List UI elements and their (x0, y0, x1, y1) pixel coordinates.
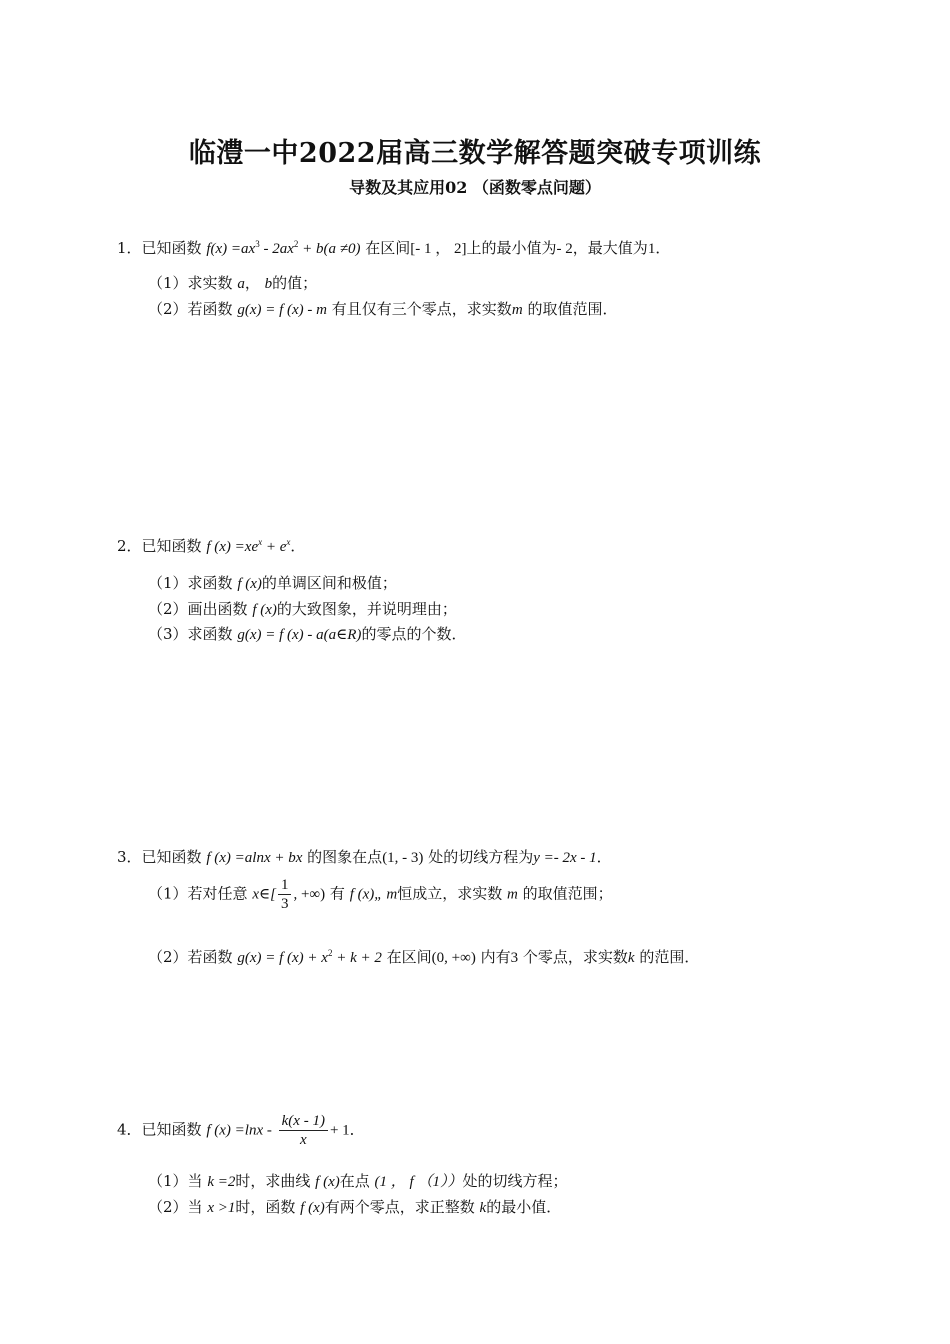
problem-2-part-2: （2）画出函数 f (x)的大致图象，并说明理由； (148, 600, 457, 618)
problem-2-part-3: （3）求函数 g(x) = f (x) - a(a∈R)的零点的个数． (148, 625, 467, 643)
problem-3-part-2: （2）若函数 g(x) = f $(x) + x^2 + k + 2$ 在区间(0, +∞) 内有3 个零点，求实数k 的范围． (148, 948, 700, 966)
fraction-one-third: $\frac{1}{3}$ (278, 876, 292, 913)
problem-2-part-1: （1）求函数 f (x)的单调区间和极值； (148, 574, 397, 592)
problem-4-stem: 4．已知函数 f (x) =lnx - $\frac{k(x - 1)}{x}$ + 1． (117, 1113, 365, 1148)
problem-2-stem: 2．已知函数 f $(x) =xe^x + e^x$． (117, 537, 306, 555)
problem-4-part-1: （1）当 k =2时，求曲线 f (x)在点 (1 ， f （1））处的切线方程； (148, 1172, 568, 1190)
problem-3-stem: 3．已知函数 f (x) =alnx + bx 的图象在点(1, - 3) 处的切线方程为y =- 2x - 1． (117, 848, 612, 866)
problem-4-part-2: （2）当 x >1时，函数 f (x)有两个零点，求正整数 k的最小值． (148, 1198, 562, 1216)
problem-1-part-2: （2）若函数 g(x) = f (x) - m 有且仅有三个零点，求实数m 的取值范围． (148, 300, 618, 318)
problem-3-part-1: （1）若对任意 x∈[ $\frac{1}{3}$ , +∞) 有 f (x)„ m恒成立，求实数 m 的取值范围； (148, 877, 613, 912)
problem-1-stem: 1．已知函数 $f(x) =ax^3 - 2ax^2 + b(a \ne 0)$ 在区间[- 1 ， 2]上的最小值为- 2，最大值为1． (117, 239, 671, 257)
page-title: 临澧一中2022届高三数学解答题突破专项训练 (188, 138, 762, 169)
fraction-k-over-x: $\frac{k(x - 1)}{x}$ (279, 1112, 328, 1149)
page-subtitle: 导数及其应用02 （函数零点问题） (349, 178, 601, 197)
problem-1-part-1: （1）求实数 a， b的值； (148, 274, 318, 292)
